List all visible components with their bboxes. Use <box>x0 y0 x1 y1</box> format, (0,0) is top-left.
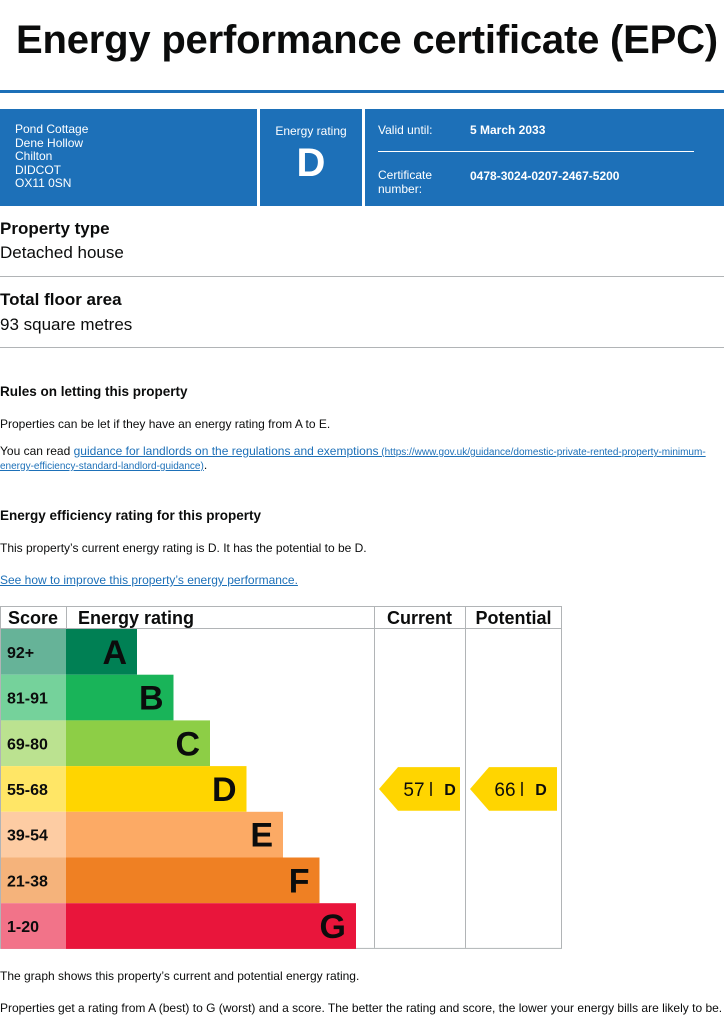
graph-caption: The graph shows this property’s current and potential energy rating. <box>0 969 360 983</box>
score-label-e: 39-54 <box>7 827 48 845</box>
improve-performance-link[interactable]: See how to improve this property’s energy performance. <box>0 573 298 587</box>
letting-guidance-text-cont <box>0 458 207 472</box>
landlord-guidance-link[interactable]: guidance for landlords on the regulations and exemptions <box>73 444 379 458</box>
title-divider <box>0 90 724 93</box>
rating-letter-d: D <box>211 770 237 809</box>
landlord-guidance-url[interactable]: (https://www.gov.uk/guidance/domestic-private-rented-property-minimum- <box>378 447 706 458</box>
valid-until-label: Valid until: <box>378 123 433 137</box>
letting-rules-text: Properties can be let if they have an energy rating from A to E. <box>0 417 331 431</box>
address-line: OX11 0SN <box>15 176 72 190</box>
rating-letter-b: B <box>138 679 164 718</box>
score-label-c: 69-80 <box>7 736 48 754</box>
letting-guidance-text <box>0 444 706 458</box>
efficiency-text: This property’s current energy rating is D. It has the potential to be D. <box>0 541 367 555</box>
address-line: DIDCOT <box>15 162 61 177</box>
rating-bar-f <box>66 858 320 904</box>
page-title: Energy performance certificate (EPC) <box>16 18 718 62</box>
improve-link-wrap <box>0 573 298 587</box>
potential-header: Potential <box>475 608 552 628</box>
score-label-b: 81-91 <box>7 690 48 708</box>
section-divider <box>0 347 724 348</box>
current-header: Current <box>386 608 453 628</box>
energy-rating-header: Energy rating <box>78 608 195 628</box>
property-address <box>15 123 88 191</box>
address-line: Pond Cottage <box>15 122 89 136</box>
rating-letter-a: A <box>102 633 127 672</box>
address-line: Chilton <box>15 149 53 163</box>
score-label-f: 21-38 <box>7 873 48 891</box>
certificate-summary-banner <box>0 109 724 206</box>
score-label-g: 1-20 <box>7 919 40 937</box>
guidance-prefix: You can read <box>0 444 74 458</box>
rating-letter-e: E <box>250 816 273 855</box>
floor-area-value: 93 square metres <box>0 315 133 334</box>
score-label-d: 55-68 <box>7 781 48 799</box>
potential-rating-score: 66 <box>494 779 516 801</box>
current-rating-score: 57 <box>403 779 425 801</box>
potential-rating-letter: D <box>535 781 547 799</box>
rating-letter-c: C <box>175 725 200 764</box>
certificate-number-label: Certificate number: <box>378 168 433 196</box>
banner-divider <box>362 109 365 206</box>
energy-rating-graph <box>0 606 564 950</box>
section-divider <box>0 276 724 277</box>
letting-rules-heading: Rules on letting this property <box>0 384 188 399</box>
landlord-guidance-url-cont[interactable]: energy-efficiency-standard-landlord-guidance) <box>0 461 204 472</box>
rating-letter-g: G <box>319 908 346 947</box>
property-type-value: Detached house <box>0 243 124 262</box>
floor-area-heading: Total floor area <box>0 290 122 309</box>
guidance-suffix: . <box>203 458 208 472</box>
rating-letter-f: F <box>288 862 310 901</box>
efficiency-heading: Energy efficiency rating for this property <box>0 508 262 523</box>
score-label-a: 92+ <box>7 644 35 662</box>
energy-rating-letter: D <box>296 141 326 185</box>
valid-until-value: 5 March 2033 <box>470 123 546 137</box>
rating-explanation: Properties get a rating from A (best) to G (worst) and a score. The better the rating and score, the lower your energy bills are likely to be. <box>0 1001 723 1015</box>
energy-rating-label: Energy rating <box>275 124 347 138</box>
energy-rating-chart <box>0 606 564 950</box>
property-type-heading: Property type <box>0 219 110 238</box>
current-rating-letter: D <box>444 781 456 799</box>
banner-rule <box>378 151 694 152</box>
rating-bar-g <box>66 903 356 949</box>
score-header: Score <box>8 608 59 628</box>
address-line: Dene Hollow <box>15 135 84 150</box>
certificate-number-value: 0478-3024-0207-2467-5200 <box>470 169 620 183</box>
